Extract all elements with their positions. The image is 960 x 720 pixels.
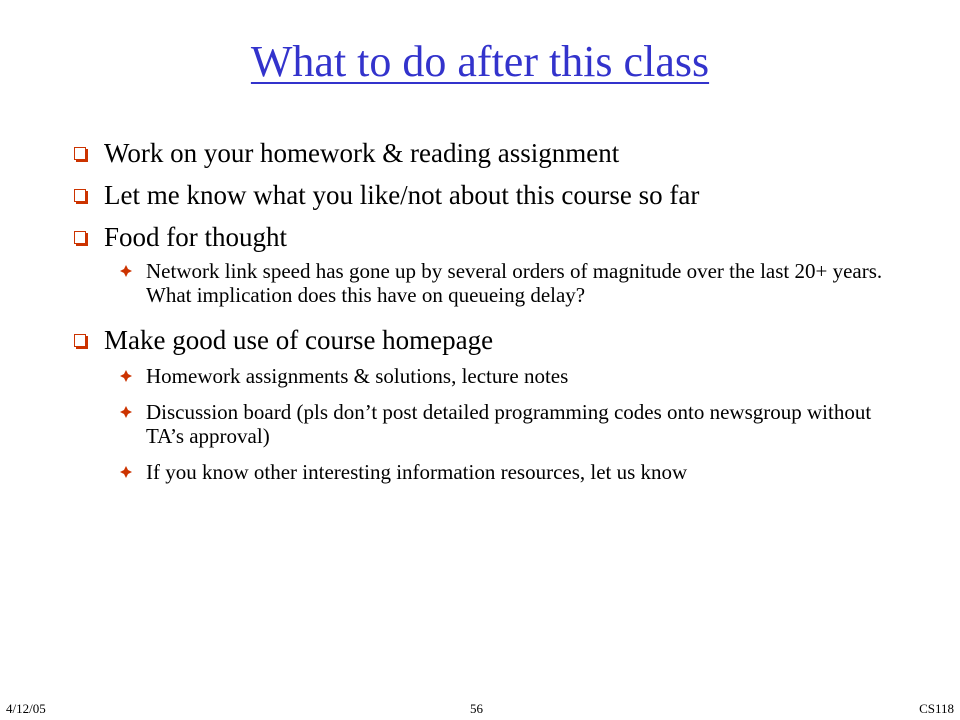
- square-bullet-icon: [74, 189, 86, 202]
- sub-bullet-item: [72, 364, 892, 388]
- sub-bullet-text: If you know other interesting information resources, let us know: [146, 460, 688, 484]
- footer-course: CS118: [919, 701, 954, 716]
- diamond-bullet-icon: [120, 466, 132, 478]
- sub-bullet-text: Discussion board (pls don’t post detailed programming codes onto newsgroup without TA’s approval): [146, 400, 872, 448]
- square-bullet-icon: [74, 231, 86, 244]
- bullet-list: [72, 138, 892, 496]
- footer-page-number: 56: [470, 701, 483, 716]
- bullet-item: [72, 222, 892, 253]
- bullet-item: [72, 138, 892, 169]
- sub-bullet-item: [72, 400, 892, 448]
- slide-title: What to do after this class: [250, 37, 710, 86]
- square-bullet-icon: [74, 334, 86, 347]
- bullet-text: Make good use of course homepage: [104, 325, 494, 355]
- footer-date: 4/12/05: [6, 701, 46, 716]
- diamond-bullet-icon: [120, 406, 132, 418]
- sub-bullet-text: Network link speed has gone up by several orders of magnitude over the last 20+ years. What implication does this have on queueing delay?: [146, 259, 883, 307]
- sub-bullet-text: Homework assignments & solutions, lecture notes: [146, 364, 569, 388]
- diamond-bullet-icon: [120, 370, 132, 382]
- bullet-item: [72, 180, 892, 211]
- sub-bullet-item: [72, 259, 892, 307]
- sub-bullet-item: [72, 460, 892, 484]
- bullet-text: Food for thought: [104, 222, 288, 252]
- bullet-text: Work on your homework & reading assignment: [104, 138, 620, 168]
- square-bullet-icon: [74, 147, 86, 160]
- bullet-text: Let me know what you like/not about this course so far: [104, 180, 700, 210]
- bullet-item: [72, 325, 892, 356]
- diamond-bullet-icon: [120, 265, 132, 277]
